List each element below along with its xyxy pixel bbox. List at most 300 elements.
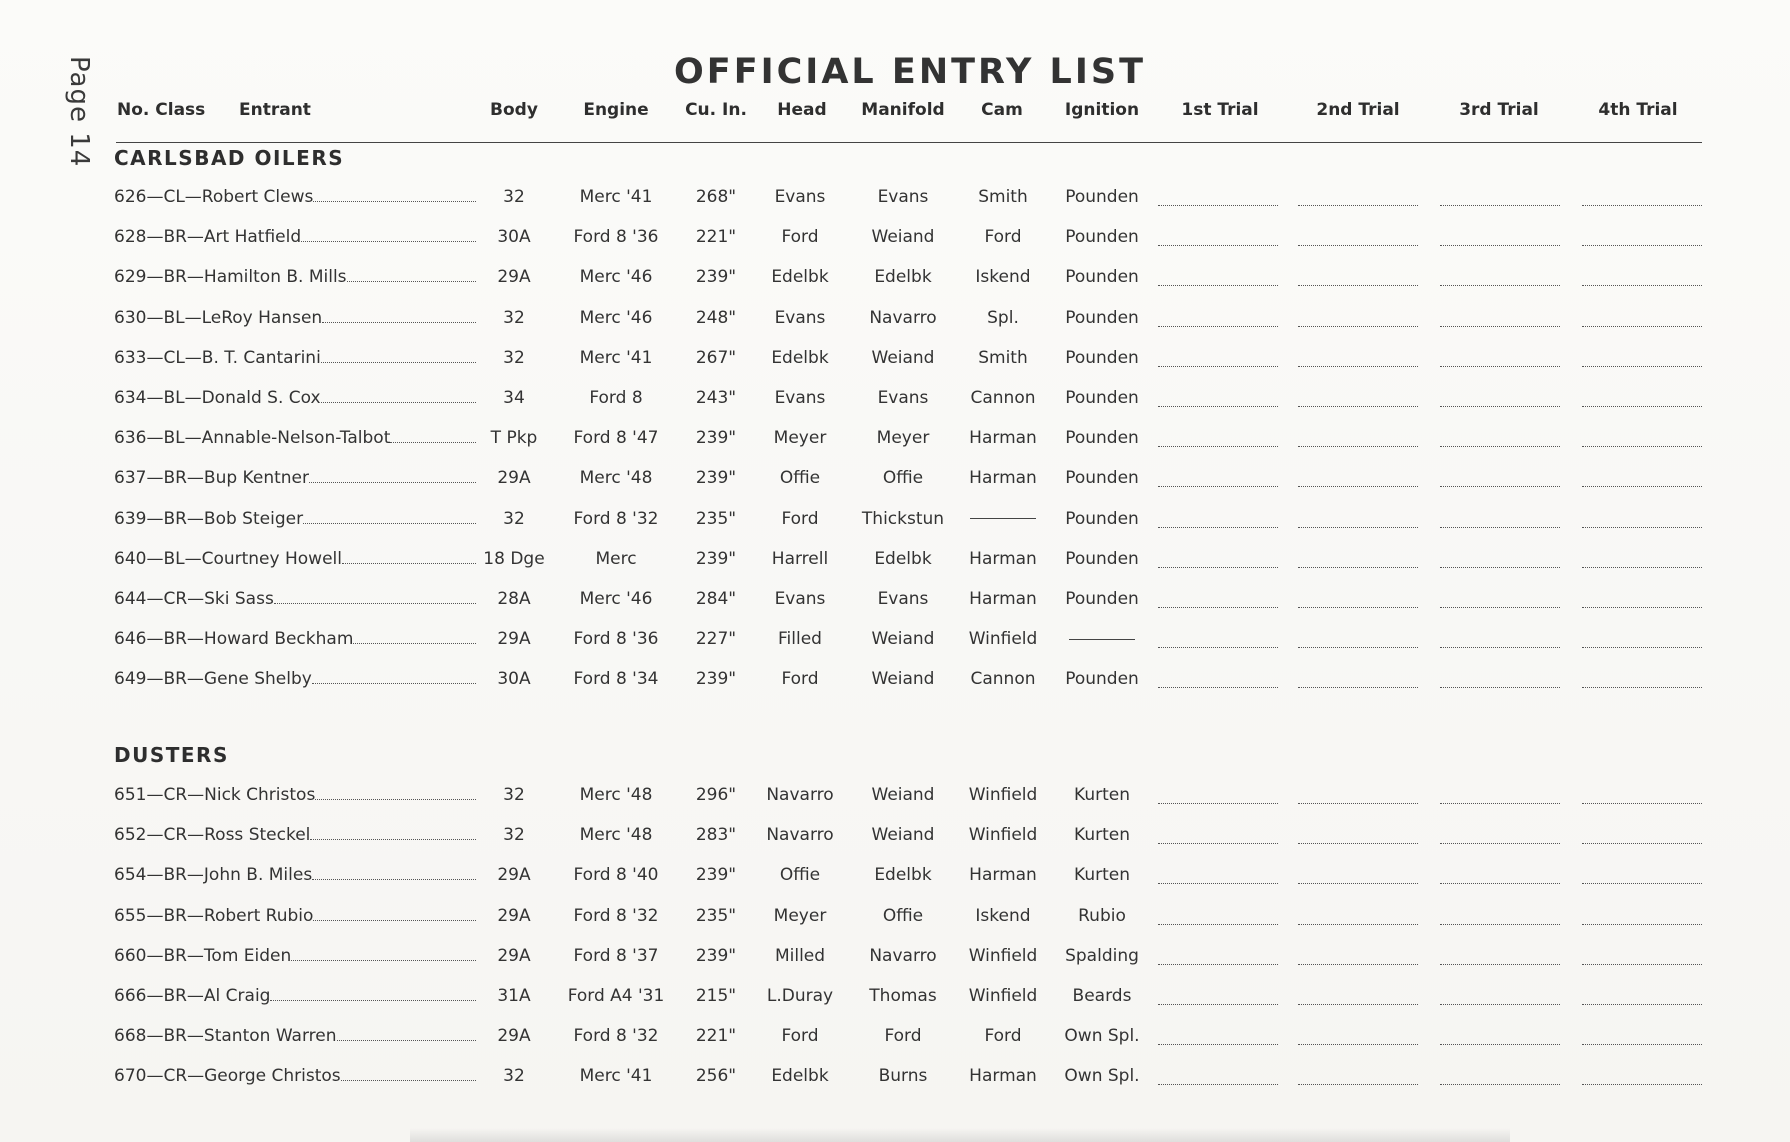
entry-head: Navarro xyxy=(766,785,834,805)
entry-cu: 248" xyxy=(695,307,737,328)
entry-manifold: Evans xyxy=(877,187,929,207)
entry-entrant xyxy=(114,227,480,247)
entry-row xyxy=(0,1026,1790,1056)
entry-head: Evans xyxy=(774,307,826,328)
entry-entrant-text: 634—BL—Donald S. Cox xyxy=(114,388,321,408)
dot-leader xyxy=(312,878,476,880)
entry-engine: Ford 8 '34 xyxy=(573,669,659,690)
header-trial-2: 2nd Trial xyxy=(1316,100,1400,120)
entry-cu: 239" xyxy=(695,669,737,690)
entry-engine: Merc '41 xyxy=(579,1066,653,1087)
dot-leader xyxy=(301,240,476,242)
trial-4-blank xyxy=(1582,1044,1702,1045)
entry-body: 30A xyxy=(497,669,531,690)
trial-2-blank xyxy=(1298,803,1418,804)
entry-head: Ford xyxy=(781,227,819,248)
entry-entrant xyxy=(114,348,480,368)
dot-leader xyxy=(353,642,476,644)
dot-leader xyxy=(291,959,476,961)
entry-manifold: Weiand xyxy=(871,669,935,690)
entry-cam: Ford xyxy=(984,1026,1022,1047)
trial-2-blank xyxy=(1298,647,1418,648)
trial-4-blank xyxy=(1582,964,1702,965)
trial-3-blank xyxy=(1440,607,1560,608)
entry-head: Evans xyxy=(774,589,826,609)
trial-2-blank xyxy=(1298,527,1418,528)
entry-engine: Ford 8 '47 xyxy=(573,428,659,449)
entry-head: Ford xyxy=(781,508,819,529)
dot-leader xyxy=(315,798,476,800)
trial-2-blank xyxy=(1298,964,1418,965)
trial-3-blank xyxy=(1440,1044,1560,1045)
trial-3-blank xyxy=(1440,446,1560,447)
entry-ignition: Own Spl. xyxy=(1064,1026,1140,1047)
entry-engine: Ford 8 '36 xyxy=(573,227,659,248)
entry-row xyxy=(0,308,1790,338)
trial-4-blank xyxy=(1582,607,1702,608)
entry-body: 31A xyxy=(497,986,531,1006)
trial-3-blank xyxy=(1440,1084,1560,1085)
page-bottom-edge xyxy=(410,1128,1510,1142)
entry-cam: Harman xyxy=(969,865,1037,886)
entry-cu: 239" xyxy=(695,945,737,966)
trial-2-blank xyxy=(1298,245,1418,246)
entry-engine: Merc '48 xyxy=(579,785,653,805)
entry-manifold: Thickstun xyxy=(861,508,945,529)
entry-body: 29A xyxy=(497,629,531,650)
header-entrant: Entrant xyxy=(239,100,311,120)
entry-cu: 239" xyxy=(695,548,737,569)
entry-head: L.Duray xyxy=(766,986,834,1006)
entry-engine: Merc '46 xyxy=(579,589,653,609)
trial-3-blank xyxy=(1440,647,1560,648)
entry-head: Evans xyxy=(774,388,826,408)
entry-entrant-text: 644—CR—Ski Sass xyxy=(114,589,274,609)
trial-3-blank xyxy=(1440,803,1560,804)
trial-1-blank xyxy=(1158,843,1278,844)
trial-4-blank xyxy=(1582,446,1702,447)
dot-leader xyxy=(270,999,476,1001)
entry-cu: 284" xyxy=(695,589,737,609)
entry-entrant-text: 639—BR—Bob Steiger xyxy=(114,508,304,529)
trial-1-blank xyxy=(1158,647,1278,648)
entry-ignition: Pounden xyxy=(1065,428,1139,449)
entry-entrant-text: 670—CR—George Christos xyxy=(114,1066,341,1087)
dot-leader xyxy=(321,361,476,363)
dot-leader xyxy=(341,1079,476,1081)
trial-2-blank xyxy=(1298,883,1418,884)
entry-head: Ford xyxy=(781,669,819,690)
entry-head: Meyer xyxy=(773,428,827,449)
entry-entrant xyxy=(114,986,480,1006)
entry-entrant-text: 655—BR—Robert Rubio xyxy=(114,905,314,926)
entry-cam: Winfield xyxy=(968,945,1038,966)
header-trial-3: 3rd Trial xyxy=(1459,100,1539,120)
entry-entrant xyxy=(114,669,480,689)
entry-cu: 235" xyxy=(695,508,737,529)
entry-body: 29A xyxy=(497,468,531,489)
entry-row xyxy=(0,785,1790,815)
entry-entrant xyxy=(114,589,480,609)
entry-engine: Ford 8 '40 xyxy=(573,865,659,886)
trial-4-blank xyxy=(1582,803,1702,804)
entry-cam: Winfield xyxy=(968,785,1038,805)
entry-body: 29A xyxy=(497,905,531,926)
entry-cam: Harman xyxy=(969,548,1037,569)
blank-dash xyxy=(1069,639,1135,640)
entry-manifold: Offie xyxy=(882,905,924,926)
entry-head: Meyer xyxy=(773,905,827,926)
entry-ignition: Pounden xyxy=(1065,388,1139,408)
entry-ignition: Kurten xyxy=(1074,825,1130,846)
entry-head: Edelbk xyxy=(771,347,829,368)
entry-entrant xyxy=(114,825,480,845)
trial-2-blank xyxy=(1298,924,1418,925)
trial-4-blank xyxy=(1582,406,1702,407)
trial-2-blank xyxy=(1298,486,1418,487)
dot-leader xyxy=(309,481,476,483)
trial-4-blank xyxy=(1582,285,1702,286)
column-header-row xyxy=(0,100,1790,130)
entry-ignition: Pounden xyxy=(1065,267,1139,288)
entry-body: 30A xyxy=(497,227,531,248)
entry-row xyxy=(0,549,1790,579)
entry-ignition: Kurten xyxy=(1074,785,1130,805)
entry-engine: Ford A4 '31 xyxy=(567,986,665,1006)
entry-ignition: Pounden xyxy=(1065,508,1139,529)
entry-row xyxy=(0,348,1790,378)
entry-head: Navarro xyxy=(766,825,834,846)
entry-manifold: Meyer xyxy=(876,428,930,449)
trial-3-blank xyxy=(1440,326,1560,327)
entry-cu: 267" xyxy=(695,347,737,368)
section-title-dusters: DUSTERS xyxy=(114,743,229,767)
entry-cu: 221" xyxy=(695,1026,737,1047)
entry-entrant-text: 654—BR—John B. Miles xyxy=(114,865,313,886)
trial-1-blank xyxy=(1158,924,1278,925)
trial-3-blank xyxy=(1440,883,1560,884)
entry-row xyxy=(0,629,1790,659)
entry-cam: Harman xyxy=(969,468,1037,489)
entry-ignition: Pounden xyxy=(1065,307,1139,328)
entry-body: 32 xyxy=(503,307,525,328)
entry-entrant-text: 628—BR—Art Hatfield xyxy=(114,227,302,248)
entry-head: Milled xyxy=(774,945,826,966)
entry-engine: Ford 8 xyxy=(589,388,643,408)
header-cam: Cam xyxy=(981,100,1023,120)
entry-body: 32 xyxy=(503,187,525,207)
entry-entrant xyxy=(114,865,480,885)
entry-ignition: Pounden xyxy=(1065,548,1139,569)
entry-entrant-text: 660—BR—Tom Eiden xyxy=(114,945,292,966)
trial-1-blank xyxy=(1158,607,1278,608)
entry-entrant xyxy=(114,1066,480,1086)
trial-2-blank xyxy=(1298,285,1418,286)
trial-3-blank xyxy=(1440,285,1560,286)
entry-cam: Smith xyxy=(978,347,1028,368)
entry-body: 32 xyxy=(503,825,525,846)
entry-entrant-text: 652—CR—Ross Steckel xyxy=(114,825,311,846)
trial-4-blank xyxy=(1582,245,1702,246)
entry-cam: Harman xyxy=(969,589,1037,609)
entry-body: 29A xyxy=(497,267,531,288)
trial-1-blank xyxy=(1158,486,1278,487)
header-engine: Engine xyxy=(583,100,649,120)
entry-cam: Winfield xyxy=(968,986,1038,1006)
entry-engine: Ford 8 '36 xyxy=(573,629,659,650)
entry-cam: Spl. xyxy=(987,307,1019,328)
entry-engine: Merc '46 xyxy=(579,307,653,328)
trial-2-blank xyxy=(1298,446,1418,447)
entry-body: 32 xyxy=(503,1066,525,1087)
trial-2-blank xyxy=(1298,843,1418,844)
header-manifold: Manifold xyxy=(861,100,945,120)
trial-1-blank xyxy=(1158,964,1278,965)
trial-2-blank xyxy=(1298,205,1418,206)
entry-head: Filled xyxy=(778,629,822,650)
entry-cam: Harman xyxy=(969,1066,1037,1087)
dot-leader xyxy=(303,522,476,524)
entry-head: Offie xyxy=(779,865,821,886)
entry-cu: 239" xyxy=(695,428,737,449)
entry-ignition: Pounden xyxy=(1065,669,1139,690)
entry-head: Harrell xyxy=(771,548,829,569)
trial-2-blank xyxy=(1298,1084,1418,1085)
entry-body: 34 xyxy=(503,388,525,408)
entry-entrant xyxy=(114,388,480,408)
entry-manifold: Navarro xyxy=(869,945,937,966)
header-divider xyxy=(116,142,1702,143)
entry-engine: Ford 8 '32 xyxy=(573,508,659,529)
dot-leader xyxy=(310,838,476,840)
trial-4-blank xyxy=(1582,486,1702,487)
entry-cam: Ford xyxy=(984,227,1022,248)
entry-row xyxy=(0,825,1790,855)
trial-3-blank xyxy=(1440,245,1560,246)
entry-engine: Ford 8 '32 xyxy=(573,905,659,926)
entry-cu: 239" xyxy=(695,267,737,288)
trial-1-blank xyxy=(1158,245,1278,246)
dot-leader xyxy=(342,562,476,564)
entry-entrant xyxy=(114,785,480,805)
entry-cu: 283" xyxy=(695,825,737,846)
entry-cam: Smith xyxy=(978,187,1028,207)
entry-head: Edelbk xyxy=(771,267,829,288)
header-trial-1: 1st Trial xyxy=(1181,100,1259,120)
section-title-carlsbad-oilers: CARLSBAD OILERS xyxy=(114,146,345,170)
entry-entrant xyxy=(114,509,480,529)
trial-1-blank xyxy=(1158,567,1278,568)
entry-body: 28A xyxy=(497,589,531,609)
trial-2-blank xyxy=(1298,406,1418,407)
trial-3-blank xyxy=(1440,924,1560,925)
trial-1-blank xyxy=(1158,205,1278,206)
entry-engine: Ford 8 '32 xyxy=(573,1026,659,1047)
entry-cu: 268" xyxy=(695,187,737,207)
trial-1-blank xyxy=(1158,883,1278,884)
entry-ignition: Pounden xyxy=(1065,187,1139,207)
entry-row xyxy=(0,187,1790,217)
trial-4-blank xyxy=(1582,326,1702,327)
entry-row xyxy=(0,468,1790,498)
trial-4-blank xyxy=(1582,567,1702,568)
entry-ignition: Own Spl. xyxy=(1064,1066,1140,1087)
entry-cam: Cannon xyxy=(970,669,1036,690)
entry-manifold: Weiand xyxy=(871,347,935,368)
trial-1-blank xyxy=(1158,366,1278,367)
entry-body: 32 xyxy=(503,508,525,529)
trial-3-blank xyxy=(1440,406,1560,407)
entry-entrant xyxy=(114,906,480,926)
trial-2-blank xyxy=(1298,607,1418,608)
trial-4-blank xyxy=(1582,647,1702,648)
header-body: Body xyxy=(490,100,538,120)
entry-entrant-text: 630—BL—LeRoy Hansen xyxy=(114,307,323,328)
trial-3-blank xyxy=(1440,843,1560,844)
dot-leader xyxy=(337,1039,476,1041)
entry-head: Evans xyxy=(774,187,826,207)
entry-cu: 235" xyxy=(695,905,737,926)
entry-body: T Pkp xyxy=(490,428,538,449)
entry-entrant-text: 668—BR—Stanton Warren xyxy=(114,1026,337,1047)
header-trial-4: 4th Trial xyxy=(1598,100,1678,120)
trial-4-blank xyxy=(1582,883,1702,884)
entry-entrant xyxy=(114,1026,480,1046)
blank-dash xyxy=(970,518,1036,519)
entry-row xyxy=(0,267,1790,297)
trial-1-blank xyxy=(1158,1004,1278,1005)
entry-engine: Merc '41 xyxy=(579,347,653,368)
entry-entrant-text: 646—BR—Howard Beckham xyxy=(114,629,354,650)
entry-cu: 256" xyxy=(695,1066,737,1087)
trial-2-blank xyxy=(1298,1004,1418,1005)
entry-entrant xyxy=(114,946,480,966)
trial-4-blank xyxy=(1582,366,1702,367)
entry-manifold: Weiand xyxy=(871,825,935,846)
entry-manifold: Offie xyxy=(882,468,924,489)
trial-2-blank xyxy=(1298,567,1418,568)
trial-4-blank xyxy=(1582,1004,1702,1005)
entry-entrant-text: 633—CL—B. T. Cantarini xyxy=(114,347,321,368)
trial-3-blank xyxy=(1440,486,1560,487)
entry-cam: Iskend xyxy=(975,905,1031,926)
entry-ignition: Kurten xyxy=(1074,865,1130,886)
entry-row xyxy=(0,227,1790,257)
entry-entrant-text: 651—CR—Nick Christos xyxy=(114,785,316,805)
header-ignition: Ignition xyxy=(1064,100,1140,120)
entry-manifold: Burns xyxy=(878,1066,928,1087)
trial-3-blank xyxy=(1440,205,1560,206)
entry-ignition: Pounden xyxy=(1065,589,1139,609)
dot-leader xyxy=(313,200,476,202)
entry-manifold: Edelbk xyxy=(874,548,932,569)
entry-body: 32 xyxy=(503,347,525,368)
trial-1-blank xyxy=(1158,326,1278,327)
trial-4-blank xyxy=(1582,205,1702,206)
trial-1-blank xyxy=(1158,406,1278,407)
trial-1-blank xyxy=(1158,687,1278,688)
trial-3-blank xyxy=(1440,527,1560,528)
entry-body: 32 xyxy=(503,785,525,805)
entry-cu: 227" xyxy=(695,629,737,650)
dot-leader xyxy=(313,919,476,921)
entry-cam: Iskend xyxy=(975,267,1031,288)
header-head: Head xyxy=(777,100,827,120)
entry-row xyxy=(0,986,1790,1016)
entry-engine: Merc '46 xyxy=(579,267,653,288)
entry-cam: Harman xyxy=(969,428,1037,449)
trial-2-blank xyxy=(1298,326,1418,327)
entry-manifold: Weiand xyxy=(871,785,935,805)
entry-engine: Merc '48 xyxy=(579,825,653,846)
trial-1-blank xyxy=(1158,1044,1278,1045)
trial-3-blank xyxy=(1440,687,1560,688)
entry-entrant xyxy=(114,428,480,448)
entry-row xyxy=(0,669,1790,699)
entry-manifold: Weiand xyxy=(871,227,935,248)
trial-4-blank xyxy=(1582,924,1702,925)
entry-ignition xyxy=(1050,629,1154,649)
dot-leader xyxy=(321,401,476,403)
dot-leader xyxy=(322,321,476,323)
dot-leader xyxy=(347,280,476,282)
page-number: Page 14 xyxy=(64,56,94,168)
entry-ignition: Pounden xyxy=(1065,468,1139,489)
entry-entrant-text: 626—CL—Robert Clews xyxy=(114,187,314,207)
entry-entrant xyxy=(114,549,480,569)
entry-manifold: Navarro xyxy=(869,307,937,328)
entry-ignition: Spalding xyxy=(1065,945,1139,966)
trial-2-blank xyxy=(1298,687,1418,688)
entry-manifold: Edelbk xyxy=(874,865,932,886)
entry-body: 29A xyxy=(497,945,531,966)
entry-manifold: Evans xyxy=(877,388,929,408)
entry-row xyxy=(0,509,1790,539)
entry-head: Offie xyxy=(779,468,821,489)
entry-engine: Merc '41 xyxy=(579,187,653,207)
entry-cu: 215" xyxy=(695,986,737,1006)
entry-entrant xyxy=(114,308,480,328)
entry-entrant-text: 629—BR—Hamilton B. Mills xyxy=(114,267,347,288)
entry-cu: 296" xyxy=(695,785,737,805)
entry-entrant xyxy=(114,629,480,649)
entry-cam: Winfield xyxy=(968,825,1038,846)
entry-ignition: Pounden xyxy=(1065,227,1139,248)
trial-1-blank xyxy=(1158,285,1278,286)
entry-entrant xyxy=(114,187,480,207)
entry-cu: 221" xyxy=(695,227,737,248)
trial-3-blank xyxy=(1440,1004,1560,1005)
entry-cu: 239" xyxy=(695,468,737,489)
header-cu-in: Cu. In. xyxy=(685,100,747,120)
entry-entrant-text: 637—BR—Bup Kentner xyxy=(114,468,309,489)
entry-row xyxy=(0,865,1790,895)
entry-entrant-text: 666—BR—Al Craig xyxy=(114,986,271,1006)
entry-head: Ford xyxy=(781,1026,819,1047)
trial-1-blank xyxy=(1158,1084,1278,1085)
entry-body: 18 Dge xyxy=(483,548,545,569)
header-no-class: No. Class xyxy=(117,100,206,120)
entry-entrant-text: 640—BL—Courtney Howell xyxy=(114,548,342,569)
dot-leader xyxy=(274,602,476,604)
entry-engine: Ford 8 '37 xyxy=(573,945,659,966)
trial-3-blank xyxy=(1440,567,1560,568)
dot-leader xyxy=(312,682,476,684)
trial-1-blank xyxy=(1158,803,1278,804)
entry-cu: 243" xyxy=(695,388,737,408)
trial-1-blank xyxy=(1158,527,1278,528)
trial-4-blank xyxy=(1582,843,1702,844)
